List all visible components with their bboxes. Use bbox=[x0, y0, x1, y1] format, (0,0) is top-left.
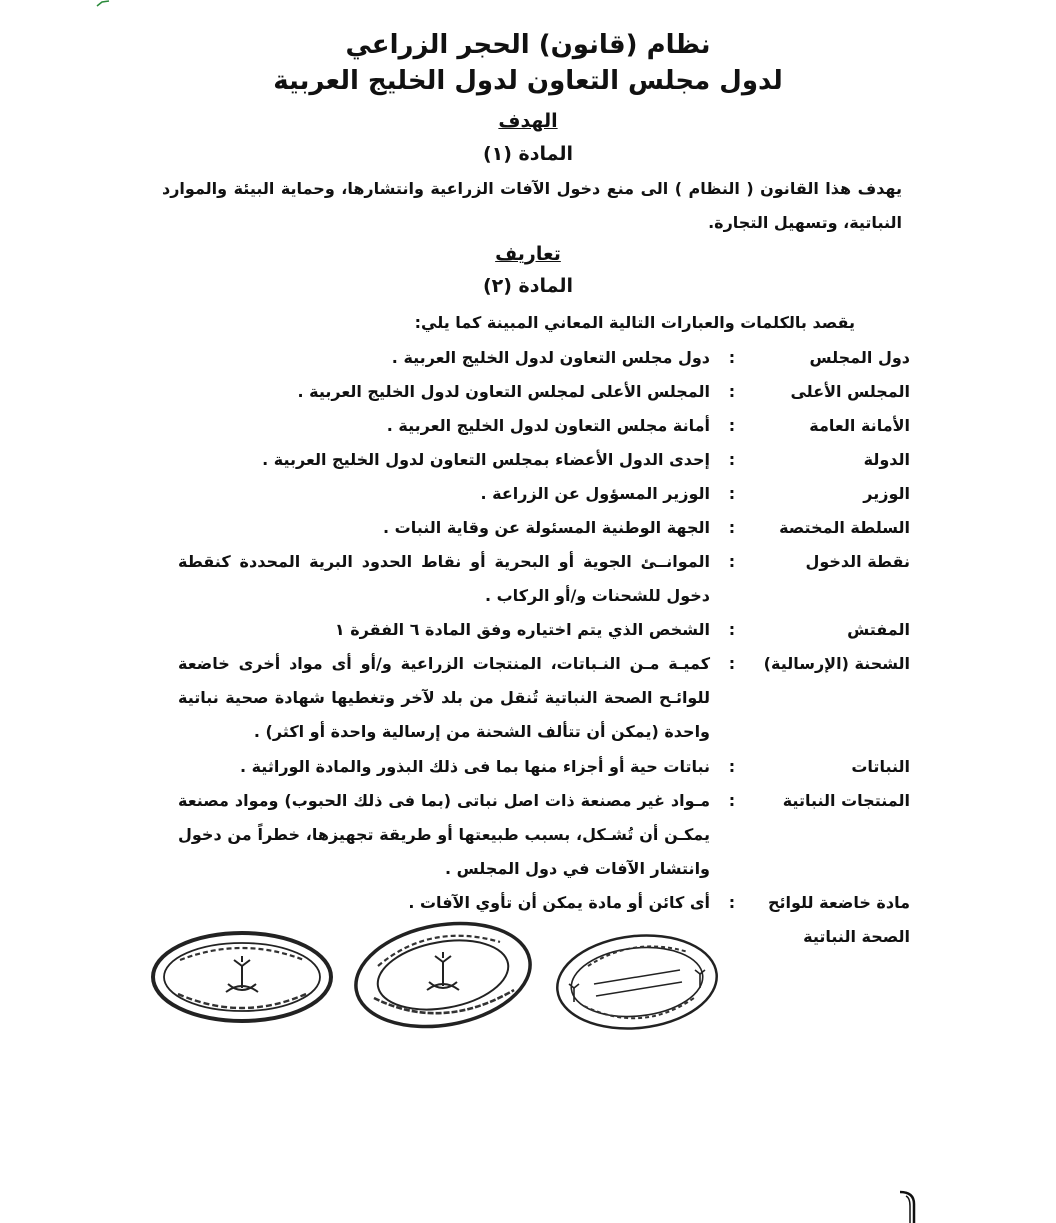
definition-term: الشحنة (الإرسالية) bbox=[763, 654, 910, 673]
definition-colon: : bbox=[728, 654, 736, 673]
definition-colon: : bbox=[728, 382, 736, 401]
article-1-label: المادة (١) bbox=[482, 143, 574, 165]
definition-text: نباتات حية أو أجزاء منها بما فى ذلك البذور والمادة الوراثية . bbox=[239, 757, 710, 776]
definition-colon: : bbox=[728, 552, 736, 571]
document-title: نظام (قانون) الحجر الزراعي bbox=[345, 30, 711, 60]
definition-term: نقطة الدخول bbox=[805, 552, 910, 571]
definition-term: دول المجلس bbox=[809, 348, 910, 367]
definition-term: المنتجات النباتية bbox=[782, 791, 910, 810]
page-corner-bracket-icon bbox=[898, 1190, 918, 1223]
definition-colon: : bbox=[728, 620, 736, 639]
definition-text: أمانة مجلس التعاون لدول الخليج العربية . bbox=[386, 416, 710, 435]
official-stamps bbox=[150, 912, 720, 1032]
article-1-text: يهدف هذا القانون ( النظام ) الى منع دخول الآفات الزراعية وانتشارها، وحماية البيئة والموارد النباتية، وتسهيل التجارة. bbox=[162, 179, 902, 232]
definition-colon: : bbox=[728, 416, 736, 435]
definition-text: الشخص الذي يتم اختياره وفق المادة ٦ الفقرة ١ bbox=[334, 620, 710, 639]
experts-commission-seal-icon bbox=[150, 930, 334, 1024]
section-heading-objective: الهدف bbox=[498, 110, 558, 132]
definitions-intro: يقصد بالكلمات والعبارات التالية المعاني المبينة كما يلي: bbox=[414, 313, 855, 332]
definition-term: الوزير bbox=[863, 484, 910, 503]
definition-term: الدولة bbox=[863, 450, 910, 469]
definition-text: مـواد غير مصنعة ذات اصل نباتى (بما فى ذلك الحبوب) ومواد مصنعة يمكـن أن تُشـكل، بسبب طبيعتها أو طريقة تجهيزها، خطراً من دخول وانتشار الآفات في دول المجلس . bbox=[178, 791, 710, 878]
definition-term: السلطة المختصة bbox=[779, 518, 910, 537]
definition-colon: : bbox=[728, 791, 736, 810]
definition-text: أى كائن أو مادة يمكن أن تأوي الآفات . bbox=[408, 893, 710, 912]
definition-term: مادة خاضعة للوائح الصحة النباتية bbox=[767, 893, 910, 946]
definition-text: المجلس الأعلى لمجلس التعاون لدول الخليج العربية . bbox=[297, 382, 710, 401]
document-subtitle: لدول مجلس التعاون لدول الخليج العربية bbox=[273, 66, 783, 96]
definition-term: الأمانة العامة bbox=[809, 416, 910, 435]
definition-term: المجلس الأعلى bbox=[790, 382, 910, 401]
definition-text: الوزير المسؤول عن الزراعة . bbox=[480, 484, 710, 503]
definition-colon: : bbox=[728, 450, 736, 469]
definition-colon: : bbox=[728, 484, 736, 503]
definition-text: كميـة مـن النـباتات، المنتجات الزراعية و/أو أى مواد أخرى خاضعة للوائـح الصحة النباتية تُنقل من بلد لآخر وتغطيها شهادة صحية نباتية واحدة (يمكن أن تتألف الشحنة من إرسالية واحدة أو اكثر) . bbox=[178, 654, 710, 741]
definition-term: المفتش bbox=[847, 620, 910, 639]
definition-term: النباتات bbox=[851, 757, 910, 776]
definition-text: دول مجلس التعاون لدول الخليج العربية . bbox=[391, 348, 710, 367]
article-2-label: المادة (٢) bbox=[482, 275, 574, 297]
definition-colon: : bbox=[728, 757, 736, 776]
definition-colon: : bbox=[728, 893, 736, 912]
definition-text: الموانــئ الجوية أو البحرية أو نقاط الحدود البرية المحددة كنقطة دخول للشحنات و/أو الركاب . bbox=[178, 552, 710, 605]
council-records-stamp-icon bbox=[554, 932, 720, 1032]
definition-text: إحدى الدول الأعضاء بمجلس التعاون لدول الخليج العربية . bbox=[262, 450, 710, 469]
general-secretariat-seal-icon bbox=[350, 920, 536, 1030]
section-heading-definitions: تعاريف bbox=[495, 243, 561, 265]
definition-text: الجهة الوطنية المسئولة عن وقاية النبات . bbox=[382, 518, 710, 537]
corner-mark-icon bbox=[96, 0, 110, 8]
definition-colon: : bbox=[728, 518, 736, 537]
definition-colon: : bbox=[728, 348, 736, 367]
